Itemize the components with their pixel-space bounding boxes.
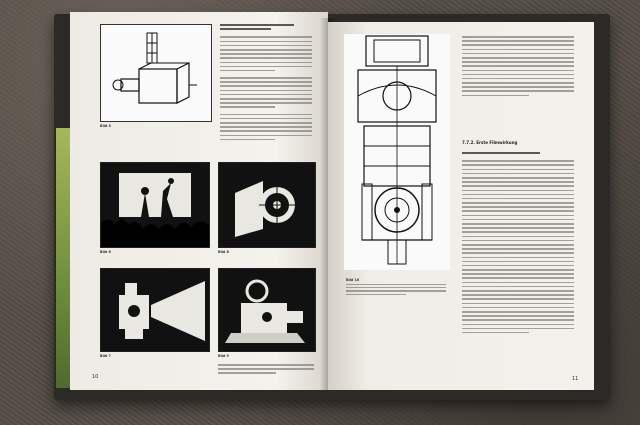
figure-laterna-magica: [100, 268, 210, 352]
figure-5-caption: Bild 5: [100, 124, 111, 128]
figure-shadow-theatre: [100, 162, 210, 248]
figure-mechanism-drawing: [344, 34, 450, 270]
cover-green-band: [56, 128, 70, 388]
open-book: [48, 8, 612, 392]
figure-9-caption: Bild 9: [218, 354, 229, 358]
left-page-number: 10: [92, 374, 99, 380]
left-text-column: [220, 24, 312, 143]
section-heading: 7.7.2. Erste Filmwirkung: [462, 140, 518, 145]
right-top-text: [462, 36, 574, 99]
figure-wheel-device: [218, 162, 316, 248]
figure-8-caption: Bild 8: [218, 250, 229, 254]
figure-projector-drawing: [100, 24, 212, 122]
left-page: [70, 12, 328, 390]
figure-10-caption-lines: [346, 284, 446, 297]
right-main-text: [462, 152, 574, 336]
left-bottom-text: [218, 364, 314, 377]
figure-7-caption: Bild 7: [100, 354, 111, 358]
figure-projector-illustration: [218, 268, 316, 352]
figure-6-caption: Bild 6: [100, 250, 111, 254]
right-page-number: 11: [572, 376, 579, 382]
right-page: [328, 22, 594, 390]
figure-10-caption: Bild 10: [346, 278, 360, 282]
